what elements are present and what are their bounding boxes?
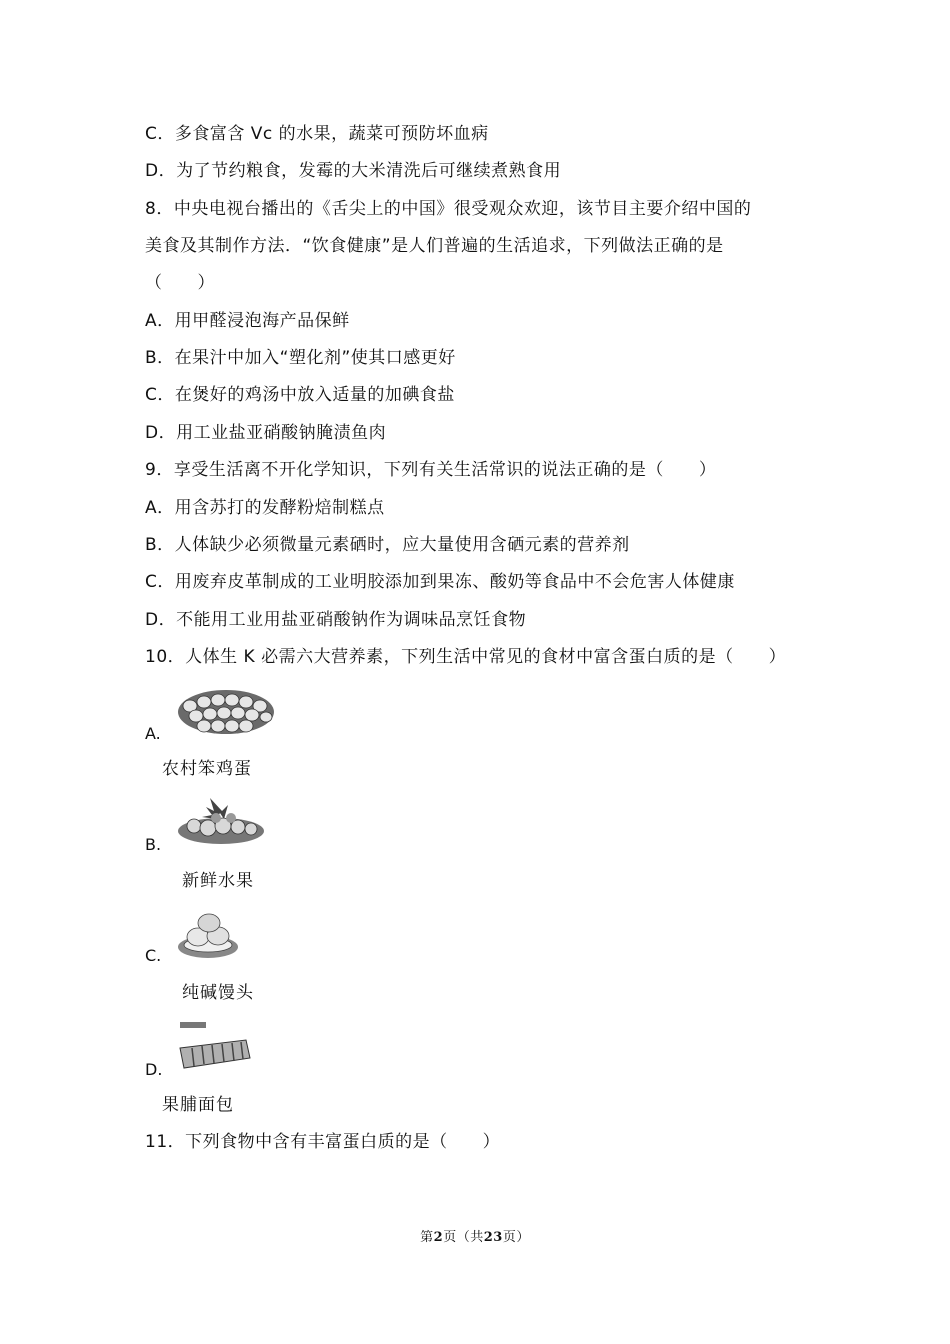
option-a-q8: A．用甲醛浸泡海产品保鲜 bbox=[145, 311, 350, 331]
option-b-caption: 新鲜水果 bbox=[182, 871, 254, 891]
footer-total-pages: 23 bbox=[483, 1230, 503, 1245]
option-b-q9: B．人体缺少必须微量元素硒时，应大量使用含硒元素的营养剂 bbox=[145, 535, 630, 555]
option-b-q8: B．在果汁中加入“塑化剂”使其口感更好 bbox=[145, 348, 456, 368]
question-8-line-1: 8．中央电视台播出的《舌尖上的中国》很受观众欢迎，该节目主要介绍中国的 bbox=[145, 199, 752, 219]
footer-suffix: 页） bbox=[502, 1230, 530, 1245]
footer-middle: 页（共 bbox=[443, 1230, 484, 1245]
option-b-label: B. bbox=[145, 835, 162, 854]
option-c-label: C. bbox=[145, 946, 162, 965]
option-a-label: A. bbox=[145, 724, 161, 743]
footer-page-number: 2 bbox=[433, 1230, 444, 1245]
eggs-image bbox=[176, 682, 276, 738]
option-d-caption: 果脯面包 bbox=[162, 1095, 234, 1115]
steamed-buns-image bbox=[176, 905, 242, 961]
option-d-q8: D．用工业盐亚硝酸钠腌渍鱼肉 bbox=[145, 423, 387, 443]
option-c-q7: C．多食富含 Vc 的水果，蔬菜可预防坏血病 bbox=[145, 124, 489, 144]
question-11: 11．下列食物中含有丰富蛋白质的是（ ） bbox=[145, 1132, 501, 1152]
page-footer bbox=[0, 1226, 950, 1245]
option-a-caption: 农村笨鸡蛋 bbox=[162, 759, 252, 779]
option-d-q9: D．不能用工业用盐亚硝酸钠作为调味品烹饪食物 bbox=[145, 610, 527, 630]
option-c-q9: C．用废弃皮革制成的工业明胶添加到果冻、酸奶等食品中不会危害人体健康 bbox=[145, 572, 735, 592]
fruit-image bbox=[176, 793, 266, 848]
footer-prefix: 第 bbox=[420, 1230, 434, 1245]
question-8-answer-blank: （ ） bbox=[145, 273, 215, 293]
option-c-q8: C．在煲好的鸡汤中放入适量的加碘食盐 bbox=[145, 385, 455, 405]
option-c-caption: 纯碱馒头 bbox=[182, 983, 254, 1003]
option-a-q9: A．用含苏打的发酵粉焙制糕点 bbox=[145, 498, 385, 518]
option-d-label: D. bbox=[145, 1060, 163, 1079]
option-d-q7: D．为了节约粮食，发霉的大米清洗后可继续煮熟食用 bbox=[145, 161, 562, 181]
bread-image bbox=[176, 1018, 254, 1074]
question-9: 9．享受生活离不开化学知识，下列有关生活常识的说法正确的是（ ） bbox=[145, 460, 717, 480]
question-8-line-2: 美食及其制作方法．“饮食健康”是人们普遍的生活追求，下列做法正确的是 bbox=[145, 236, 724, 256]
question-10: 10．人体生 K 必需六大营养素，下列生活中常见的食材中富含蛋白质的是（ ） bbox=[145, 647, 787, 667]
